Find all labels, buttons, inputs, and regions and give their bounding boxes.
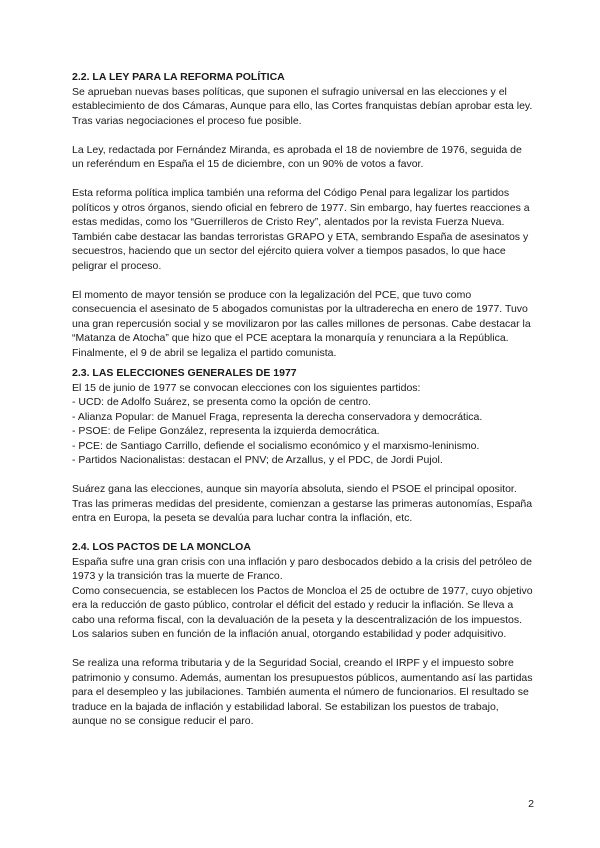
page-number: 2 [528,798,534,810]
section-heading-reforma-politica: 2.2. LA LEY PARA LA REFORMA POLÍTICA [72,71,285,83]
paragraph: La Ley, redactada por Fernández Miranda, es aprobada el 18 de noviembre de 1976, seguida de un referéndum en España el 15 de diciembre, con un 90% de votos a favor. [72,143,522,170]
paragraph: Esta reforma política implica también una reforma del Código Penal para legalizar los partidos políticos y otros órganos, siendo oficial en febrero de 1977. Sin embargo, hay fuertes reacciones a estas medidas, como los “Guerrilleros de Cristo Rey”, alentados por la revista Fuerza Nueva. También cabe destacar las bandas terroristas GRAPO y ETA, sembrando España de asesinatos y secuestros, haciendo que un sector del ejército quiera volver a tiempos pasados, lo que hace peligrar el proceso. [72,187,530,272]
list-item: - PSOE: de Felipe González, representa la izquierda democrática. [72,425,380,437]
paragraph: Se aprueban nuevas bases políticas, que suponen el sufragio universal en las elecciones y el establecimiento de dos Cámaras, Aunque para ello, las Cortes franquistas debían aprobar esta ley. Tras varias negociaciones el proceso fue posible. [72,85,533,127]
paragraph: El 15 de junio de 1977 se convocan elecciones con los siguientes partidos: [72,381,421,394]
party-list [72,395,534,468]
document-page [72,70,534,743]
paragraph: Suárez gana las elecciones, aunque sin mayoría absoluta, siendo el PSOE el principal opositor. Tras las primeras medidas del presidente, comienzan a gestarse las primeras autonomías, España entra en Europa, la peseta se devalúa para luchar contra la inflación, etc. [72,483,533,524]
list-item: - PCE: de Santiago Carrillo, defiende el socialismo económico y el marxismo-leninismo. [72,439,480,452]
paragraph: España sufre una gran crisis con una inflación y paro desbocados debido a la crisis del petróleo de 1973 y la transición tras la muerte de Franco. [72,555,532,582]
paragraph: El momento de mayor tensión se produce con la legalización del PCE, que tuvo como consecuencia el asesinato de 5 abogados comunistas por la ultraderecha en enero de 1977. Tuvo una gran repercusión social y se movilizaron por las calles millones de personas. Cabe destacar la “Matanza de Atocha” que hizo que el PCE aceptara la monarquía y renunciara a la República. Finalmente, el 9 de abril se legaliza el partido comunista. [72,288,531,359]
list-item: - Alianza Popular: de Manuel Fraga, representa la derecha conservadora y democrática. [72,410,483,423]
paragraph: Como consecuencia, se establecen los Pactos de Moncloa el 25 de octubre de 1977, cuyo objetivo era la reducción de gasto público, controlar el déficit del estado y reducir la inflación. Se lleva a cabo una reforma fiscal, con la devaluación de la peseta y la descentralización de los impuestos. Los salarios suben en función de la inflación anual, otorgando estabilidad y poder adquisitivo. [72,584,533,640]
section-heading-elecciones-1977: 2.3. LAS ELECCIONES GENERALES DE 1977 [72,367,297,379]
section-heading-pactos-moncloa: 2.4. LOS PACTOS DE LA MONCLOA [72,541,251,553]
list-item: - Partidos Nacionalistas: destacan el PNV; de Arzallus, y el PDC, de Jordi Pujol. [72,454,443,466]
paragraph: Se realiza una reforma tributaria y de la Seguridad Social, creando el IRPF y el impuesto sobre patrimonio y consumo. Además, aumentan los presupuestos públicos, aumentando así las partidas para el desempleo y las jubilaciones. También aumenta el número de funcionarios. El resultado se traduce en la bajada de inflación y estabilidad laboral. Se estabilizan los puestos de trabajo, aunque no se consigue reducir el paro. [72,657,533,727]
list-item: - UCD: de Adolfo Suárez, se presenta como la opción de centro. [72,396,371,408]
